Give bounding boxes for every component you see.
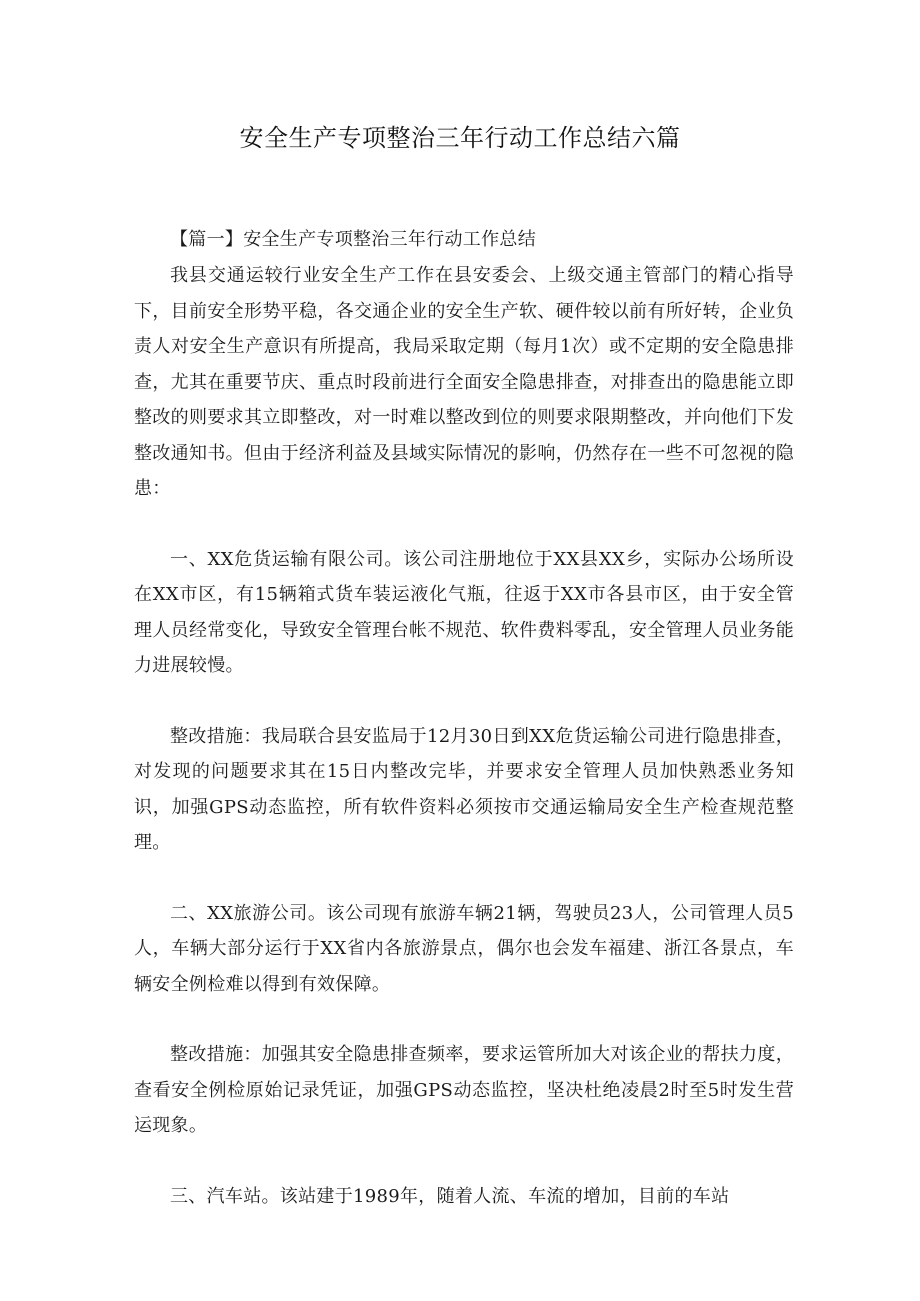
item-one-measures-paragraph: 整改措施：我局联合县安监局于12月30日到XX危货运输公司进行隐患排查，对发现的问题要求其在15日内整改完毕，并要求安全管理人员加快熟悉业务知识，加强GPS动态监控，所有软件资料必须按市交通运输局安全生产检查规范整理。 — [134, 725, 794, 853]
intro-paragraph: 我县交通运较行业安全生产工作在县安委会、上级交通主管部门的精心指导下，目前安全形势平稳，各交通企业的安全生产软、硬件较以前有所好转，企业负责人对安全生产意识有所提高，我局采取定期（每月1次）或不定期的安全隐患排查，尤其在重要节庆、重点时段前进行全面安全隐患排查，对排查出的隐患能立即整改的则要求其立即整改，对一时难以整改到位的则要求限期整改，并向他们下发整改通知书。但由于经济利益及县域实际情况的影响，仍然存在一些不可忽视的隐患： — [134, 265, 794, 499]
item-two-measures-paragraph: 整改措施：加强其安全隐患排查频率，要求运管所加大对该企业的帮扶力度，查看安全例检原始记录凭证，加强GPS动态监控，坚决杜绝凌晨2时至5时发生营运现象。 — [134, 1044, 794, 1136]
document-title: 安全生产专项整治三年行动工作总结六篇 — [239, 124, 681, 152]
item-three-paragraph: 三、汽车站。该站建于1989年，随着人流、车流的增加，目前的车站 — [170, 1185, 730, 1207]
section-heading: 【篇一】安全生产专项整治三年行动工作总结 — [170, 229, 536, 250]
document-body — [134, 223, 794, 1214]
item-one-paragraph: 一、XX危货运输有限公司。该公司注册地位于XX县XX乡，实际办公场所设在XX市区，有15辆箱式货车装运液化气瓶，往返于XX市各县市区，由于安全管理人员经常变化，导致安全管理台帐不规范、软件费料零乱，安全管理人员业务能力进展较慢。 — [134, 548, 794, 676]
item-two-paragraph: 二、XX旅游公司。该公司现有旅游车辆21辆，驾驶员23人，公司管理人员5人，车辆大部分运行于XX省内各旅游景点，偶尔也会发车福建、浙江各景点，车辆安全例检难以得到有效保障。 — [134, 902, 794, 995]
